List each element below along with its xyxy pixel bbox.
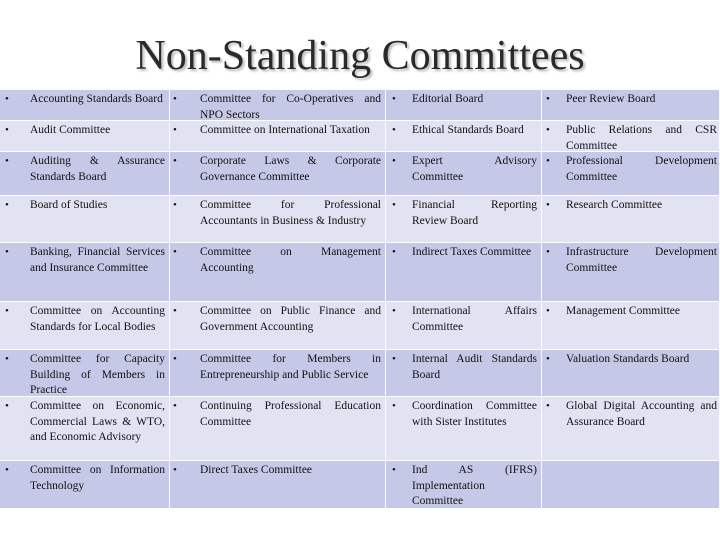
committee-name: Ind AS (IFRS) Implementation Committee xyxy=(412,464,537,508)
bullet-icon: • xyxy=(546,353,550,365)
table-cell xyxy=(170,397,386,461)
table-cell xyxy=(0,350,170,397)
committee-name: Committee on Information Technology xyxy=(30,464,165,492)
committee-name: Committee on International Taxation xyxy=(200,124,370,136)
committee-name: Committee on Accounting Standards for Local Bodies xyxy=(30,305,165,333)
committee-name: Continuing Professional Education Committee xyxy=(200,400,381,428)
bullet-icon: • xyxy=(5,199,9,211)
table-cell xyxy=(0,461,170,509)
bullet-icon: • xyxy=(5,124,9,136)
committee-name: Committee for Capacity Building of Members in Practice xyxy=(30,353,165,397)
bullet-icon: • xyxy=(546,246,550,258)
table-cell xyxy=(0,90,170,121)
list-item xyxy=(386,90,541,108)
list-item xyxy=(386,243,541,261)
committee-name: Direct Taxes Committee xyxy=(200,464,313,476)
table-cell xyxy=(386,302,542,350)
page-title: Non-Standing Committees xyxy=(135,33,585,79)
table-cell xyxy=(170,243,386,302)
table-cell xyxy=(386,152,542,196)
table-cell xyxy=(542,90,720,121)
committee-name: Committee on Management Accounting xyxy=(200,246,381,274)
bullet-icon: • xyxy=(392,305,396,317)
list-item xyxy=(170,152,385,185)
bullet-icon: • xyxy=(173,464,177,476)
table-cell xyxy=(542,397,720,461)
list-item xyxy=(170,243,385,276)
bullet-icon: • xyxy=(5,155,9,167)
table-cell xyxy=(0,121,170,152)
list-item xyxy=(0,196,169,214)
list-item xyxy=(542,152,719,185)
list-item xyxy=(386,302,541,335)
bullet-icon: • xyxy=(392,155,396,167)
table-cell xyxy=(542,350,720,397)
bullet-icon: • xyxy=(5,353,9,365)
table-cell xyxy=(0,196,170,243)
bullet-icon: • xyxy=(392,353,396,365)
committee-name: Banking, Financial Services and Insurance Committee xyxy=(30,246,165,274)
table-cell xyxy=(0,243,170,302)
committee-name: Internal Audit Standards Board xyxy=(412,353,537,381)
bullet-icon: • xyxy=(5,464,9,476)
list-item xyxy=(542,243,719,276)
committee-name: Board of Studies xyxy=(30,199,108,211)
committee-name: Ethical Standards Board xyxy=(412,124,524,136)
table-cell xyxy=(386,196,542,243)
list-item xyxy=(542,302,719,320)
bullet-icon: • xyxy=(173,155,177,167)
committee-name: Expert Advisory Committee xyxy=(412,155,537,183)
bullet-icon: • xyxy=(173,400,177,412)
list-item xyxy=(386,152,541,185)
committee-name: Valuation Standards Board xyxy=(566,353,690,365)
list-item xyxy=(170,90,385,121)
list-item xyxy=(0,461,169,494)
list-item xyxy=(386,121,541,139)
list-item xyxy=(0,302,169,335)
bullet-icon: • xyxy=(5,400,9,412)
bullet-icon: • xyxy=(173,124,177,136)
list-item xyxy=(0,121,169,139)
bullet-icon: • xyxy=(546,124,550,136)
table-cell xyxy=(542,302,720,350)
table-cell xyxy=(0,302,170,350)
bullet-icon: • xyxy=(5,246,9,258)
table-cell xyxy=(170,121,386,152)
list-item xyxy=(0,243,169,276)
committee-name: Infrastructure Development Committee xyxy=(566,246,717,274)
table-cell xyxy=(542,152,720,196)
bullet-icon: • xyxy=(173,305,177,317)
table-cell xyxy=(170,461,386,509)
list-item xyxy=(0,90,169,108)
bullet-icon: • xyxy=(546,199,550,211)
table-cell xyxy=(386,243,542,302)
committees-table xyxy=(0,90,720,540)
committee-name: Professional Development Committee xyxy=(566,155,717,183)
table-cell xyxy=(386,90,542,121)
table-cell xyxy=(170,350,386,397)
bullet-icon: • xyxy=(392,199,396,211)
committee-name: Indirect Taxes Committee xyxy=(412,246,532,258)
list-item xyxy=(0,350,169,397)
bullet-icon: • xyxy=(392,93,396,105)
list-item xyxy=(386,461,541,509)
committee-name: Global Digital Accounting and Assurance Board xyxy=(566,400,717,428)
bullet-icon: • xyxy=(173,246,177,258)
table-cell xyxy=(170,90,386,121)
committee-name: Committee for Co-Operatives and NPO Sectors xyxy=(200,93,381,121)
bullet-icon: • xyxy=(392,464,396,476)
bullet-icon: • xyxy=(173,93,177,105)
committee-name: Committee for Members in Entrepreneurship and Public Service xyxy=(200,353,381,381)
committee-name: International Affairs Committee xyxy=(412,305,537,333)
bullet-icon: • xyxy=(5,305,9,317)
table-cell xyxy=(542,196,720,243)
list-item xyxy=(386,196,541,229)
committee-name: Committee for Professional Accountants in Business & Industry xyxy=(200,199,381,227)
list-item xyxy=(542,350,719,368)
table-cell xyxy=(386,397,542,461)
committee-name: Accounting Standards Board xyxy=(30,93,163,105)
list-item xyxy=(542,90,719,108)
bullet-icon: • xyxy=(392,400,396,412)
bullet-icon: • xyxy=(392,246,396,258)
bullet-icon: • xyxy=(546,155,550,167)
list-item xyxy=(170,121,385,139)
table-cell xyxy=(170,302,386,350)
table-cell-empty xyxy=(542,461,720,509)
committee-name: Research Committee xyxy=(566,199,663,211)
bullet-icon: • xyxy=(173,353,177,365)
committee-name: Audit Committee xyxy=(30,124,111,136)
list-item xyxy=(0,397,169,446)
list-item xyxy=(386,350,541,383)
table-cell xyxy=(170,152,386,196)
list-item xyxy=(542,397,719,430)
committee-name: Auditing & Assurance Standards Board xyxy=(30,155,165,183)
bullet-icon: • xyxy=(173,199,177,211)
table-cell xyxy=(386,121,542,152)
list-item xyxy=(170,350,385,383)
bullet-icon: • xyxy=(546,305,550,317)
list-item xyxy=(542,196,719,214)
bullet-icon: • xyxy=(5,93,9,105)
committee-name: Coordination Committee with Sister Institutes xyxy=(412,400,537,428)
committee-name: Peer Review Board xyxy=(566,93,656,105)
table-cell xyxy=(542,243,720,302)
table-cell xyxy=(542,121,720,152)
committee-name: Public Relations and CSR Committee xyxy=(566,124,717,152)
bullet-icon: • xyxy=(546,93,550,105)
table-cell xyxy=(386,461,542,509)
list-item xyxy=(170,302,385,335)
list-item xyxy=(170,397,385,430)
list-item xyxy=(542,121,719,152)
committee-name: Management Committee xyxy=(566,305,681,317)
list-item xyxy=(170,196,385,229)
list-item xyxy=(0,152,169,185)
table-cell xyxy=(0,152,170,196)
committee-name: Committee on Economic, Commercial Laws & WTO, and Economic Advisory xyxy=(30,400,165,444)
committee-name: Editorial Board xyxy=(412,93,484,105)
list-item xyxy=(170,461,385,479)
table-cell xyxy=(386,350,542,397)
list-item xyxy=(386,397,541,430)
committee-name: Committee on Public Finance and Government Accounting xyxy=(200,305,381,333)
table-cell xyxy=(0,397,170,461)
table-cell xyxy=(170,196,386,243)
bullet-icon: • xyxy=(392,124,396,136)
committee-name: Financial Reporting Review Board xyxy=(412,199,537,227)
bullet-icon: • xyxy=(546,400,550,412)
committee-name: Corporate Laws & Corporate Governance Committee xyxy=(200,155,381,183)
